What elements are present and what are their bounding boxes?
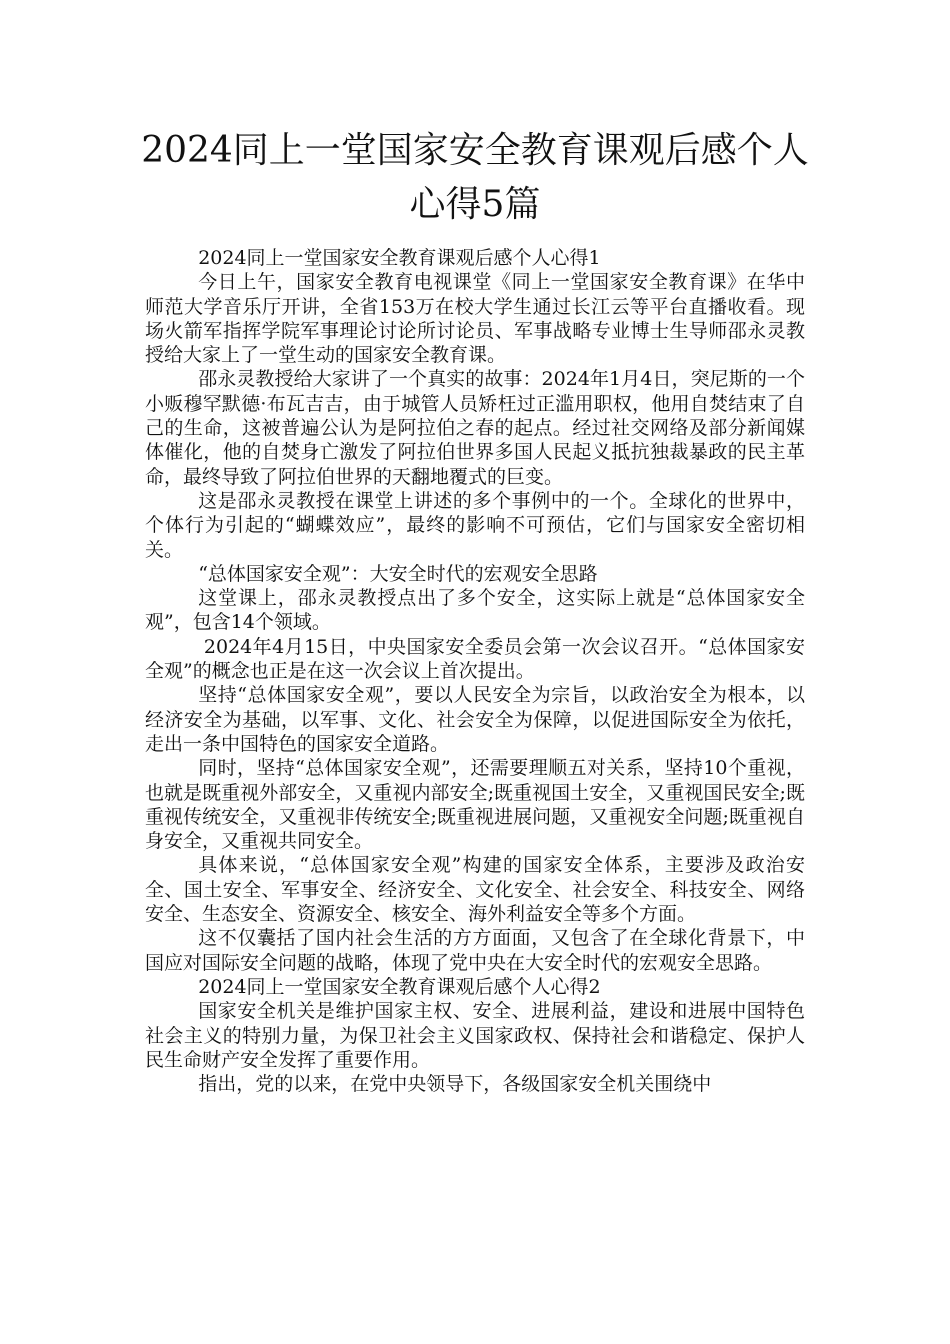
- section-heading-1: 2024同上一堂国家安全教育课观后感个人心得1: [198, 247, 601, 269]
- section-subheading: “总体国家安全观”：大安全时代的宏观安全思路: [198, 562, 598, 585]
- paragraph: 这不仅囊括了国内社会生活的方方面面，又包含了在全球化背景下，中国应对国际安全问题的战略，体现了党中央在大安全时代的宏观安全思路。: [145, 927, 805, 974]
- paragraph: 2024年4月15日，中央国家安全委员会第一次会议召开。“总体国家安全观”的概念也正是在这一次会议上首次提出。: [145, 635, 805, 683]
- section-heading-2: 2024同上一堂国家安全教育课观后感个人心得2: [198, 975, 601, 998]
- paragraph: 指出，党的以来，在党中央领导下，各级国家安全机关围绕中: [198, 1073, 712, 1096]
- paragraph: 今日上午，国家安全教育电视课堂《同上一堂国家安全教育课》在华中师范大学音乐厅开讲，全省153万在校大学生通过长江云等平台直播收看。现场火箭军指挥学院军事理论讨论所讨论员、军事战略专业博士生导师邵永灵教授给大家上了一堂生动的国家安全教育课。: [145, 271, 805, 367]
- paragraph: 这是邵永灵教授在课堂上讲述的多个事例中的一个。全球化的世界中，个体行为引起的“蝴蝶效应”，最终的影响不可预估，它们与国家安全密切相关。: [145, 489, 805, 561]
- paragraph: 具体来说，“总体国家安全观”构建的国家安全体系，主要涉及政治安全、国土安全、军事安全、经济安全、文化安全、社会安全、科技安全、网络安全、生态安全、资源安全、核安全、海外利益安全等多个方面。: [145, 854, 805, 926]
- document-body: [145, 246, 805, 1096]
- paragraph: 邵永灵教授给大家讲了一个真实的故事：2024年1月4日，突尼斯的一个小贩穆罕默德·布瓦吉吉，由于城管人员矫枉过正滥用职权，他用自焚结束了自己的生命，这被普遍公认为是阿拉伯之春的起点。经过社交网络及部分新闻媒体催化，他的自焚身亡激发了阿拉伯世界多国人民起义抵抗独裁暴政的民主革命，最终导致了阿拉伯世界的天翻地覆式的巨变。: [145, 368, 805, 488]
- paragraph: 同时，坚持“总体国家安全观”，还需要理顺五对关系，坚持10个重视，也就是既重视外部安全，又重视内部安全;既重视国土安全，又重视国民安全;既重视传统安全，又重视非传统安全;既重视进展问题，又重视安全问题;既重视自身安全，又重视共同安全。: [145, 757, 805, 853]
- paragraph: 坚持“总体国家安全观”，要以人民安全为宗旨，以政治安全为根本，以经济安全为基础，以军事、文化、社会安全为保障，以促进国际安全为依托，走出一条中国特色的国家安全道路。: [145, 684, 805, 755]
- paragraph: 国家安全机关是维护国家主权、安全、进展利益，建设和进展中国特色社会主义的特别力量，为保卫社会主义国家政权、保持社会和谐稳定、保护人民生命财产安全发挥了重要作用。: [145, 1000, 805, 1071]
- paragraph: 这堂课上，邵永灵教授点出了多个安全，这实际上就是“总体国家安全观”，包含14个领域。: [145, 587, 805, 634]
- document-title: 2024同上一堂国家安全教育课观后感个人心得5篇: [141, 130, 809, 225]
